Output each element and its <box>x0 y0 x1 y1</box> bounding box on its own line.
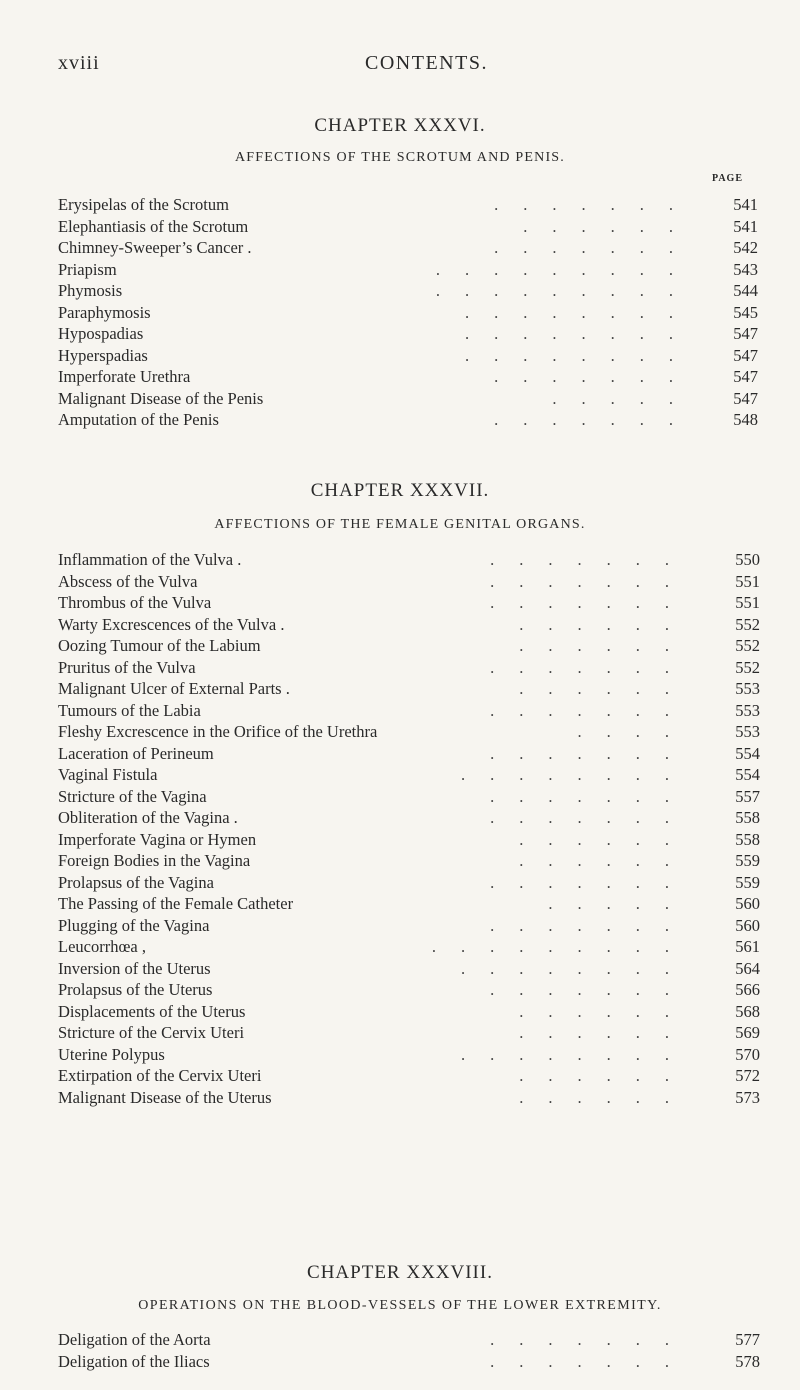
contents-entry <box>58 635 758 657</box>
entry-title: Paraphymosis <box>58 302 151 322</box>
chapter-title: CHAPTER XXXVII. <box>310 480 490 501</box>
dot-leader: ....... <box>490 872 694 892</box>
contents-entry <box>58 1329 758 1351</box>
running-head <box>58 52 758 82</box>
entry-page: 544 <box>733 281 758 300</box>
entry-title: Deligation of the Aorta <box>58 1330 211 1349</box>
entry-title: Leucorrhœa , <box>58 937 146 956</box>
entry-page: 541 <box>733 216 758 236</box>
chapter-subtitle: OPERATIONS ON THE BLOOD-VESSELS OF THE LOWER EXTREMITY. <box>138 1298 662 1313</box>
entry-page: 577 <box>735 1330 760 1349</box>
dot-leader: ...... <box>519 1001 694 1021</box>
entry-title: Fleshy Excrescence in the Orifice of the Urethra <box>58 722 378 741</box>
entry-title: Inversion of the Uterus <box>58 958 211 978</box>
contents-entry <box>58 936 758 958</box>
dot-leader: ...... <box>523 216 698 236</box>
entry-title: Stricture of the Cervix Uteri <box>58 1023 245 1042</box>
contents-list <box>58 194 758 431</box>
entry-title: Malignant Ulcer of External Parts . <box>58 679 290 698</box>
contents-entry <box>58 1044 758 1066</box>
entry-title: Malignant Disease of the Uterus <box>58 1087 272 1107</box>
entry-page: 542 <box>733 238 758 257</box>
dot-leader: ....... <box>494 238 698 257</box>
chapter-title: CHAPTER XXXVI. <box>314 115 486 136</box>
entry-page: 545 <box>733 302 758 322</box>
entry-page: 572 <box>735 1066 760 1085</box>
dot-leader: ........ <box>461 1044 694 1064</box>
dot-leader: ........ <box>465 345 698 365</box>
entry-title: Laceration of Perineum <box>58 743 214 763</box>
entry-page: 560 <box>735 915 760 935</box>
entry-title: Pruritus of the Vulva <box>58 657 196 677</box>
entry-title: Plugging of the Vagina <box>58 915 210 935</box>
chapter-subtitle: AFFECTIONS OF THE FEMALE GENITAL ORGANS. <box>214 517 586 532</box>
entry-page: 547 <box>733 367 758 386</box>
contents-list <box>58 1329 758 1372</box>
entry-page: 548 <box>733 410 758 429</box>
dot-leader: ....... <box>490 593 694 612</box>
contents-entry <box>58 194 758 216</box>
dot-leader: ..... <box>548 894 694 913</box>
entry-title: Phymosis <box>58 281 123 300</box>
contents-entry <box>58 571 758 593</box>
dot-leader: ....... <box>490 571 694 591</box>
entry-page: 543 <box>733 259 758 279</box>
dot-leader: ...... <box>519 1023 694 1042</box>
entry-page: 561 <box>735 937 760 956</box>
dot-leader: ....... <box>490 786 694 806</box>
entry-page: 551 <box>735 571 760 591</box>
chapter-subtitle: AFFECTIONS OF THE SCROTUM AND PENIS. <box>235 150 565 165</box>
entry-page: 550 <box>735 550 760 569</box>
entry-page: 558 <box>735 808 760 827</box>
contents-entry <box>58 388 758 410</box>
entry-title: Displacements of the Uterus <box>58 1001 246 1021</box>
entry-title: Oozing Tumour of the Labium <box>58 636 261 655</box>
contents-entry <box>58 1022 758 1044</box>
contents-entry <box>58 829 758 851</box>
chapter-title: CHAPTER XXXVIII. <box>307 1262 493 1283</box>
contents-entry <box>58 979 758 1001</box>
dot-leader: ....... <box>490 808 694 827</box>
entry-title: Extirpation of the Cervix Uteri <box>58 1066 262 1085</box>
contents-entry <box>58 302 758 324</box>
entry-page: 558 <box>735 829 760 849</box>
dot-leader: ....... <box>490 743 694 763</box>
contents-entry <box>58 1351 758 1373</box>
dot-leader: ....... <box>490 700 694 720</box>
entry-page: 569 <box>735 1023 760 1042</box>
dot-leader: ..... <box>552 388 698 408</box>
dot-leader: ....... <box>490 980 694 999</box>
entry-title: Warty Excrescences of the Vulva . <box>58 614 285 634</box>
contents-entry <box>58 614 758 636</box>
entry-title: The Passing of the Female Catheter <box>58 894 294 913</box>
dot-leader: ......... <box>431 937 694 956</box>
contents-entry <box>58 409 758 431</box>
entry-page: 559 <box>735 851 760 870</box>
entry-title: Tumours of the Labia <box>58 700 201 720</box>
dot-leader: .... <box>577 722 694 741</box>
entry-title: Elephantiasis of the Scrotum <box>58 216 249 236</box>
dot-leader: ....... <box>490 550 694 569</box>
dot-leader: ......... <box>435 281 698 300</box>
dot-leader: ....... <box>490 1351 694 1371</box>
dot-leader: ...... <box>519 614 694 634</box>
contents-entry <box>58 764 758 786</box>
entry-page: 557 <box>735 786 760 806</box>
dot-leader: ........ <box>465 324 698 343</box>
contents-entry <box>58 323 758 345</box>
contents-entry <box>58 592 758 614</box>
entry-title: Stricture of the Vagina <box>58 786 207 806</box>
entry-title: Prolapsus of the Vagina <box>58 872 214 892</box>
entry-page: 554 <box>735 743 760 763</box>
entry-title: Priapism <box>58 259 117 279</box>
entry-title: Vaginal Fistula <box>58 765 158 784</box>
dot-leader: ...... <box>519 1087 694 1107</box>
contents-entry <box>58 237 758 259</box>
dot-leader: ...... <box>519 1066 694 1085</box>
contents-entry <box>58 1065 758 1087</box>
page-column-heading: PAGE <box>711 173 743 184</box>
entry-page: 570 <box>735 1044 760 1064</box>
entry-page: 553 <box>735 700 760 720</box>
contents-entry <box>58 872 758 894</box>
dot-leader: ........ <box>465 302 698 322</box>
contents-entry <box>58 958 758 980</box>
entry-title: Thrombus of the Vulva <box>58 593 212 612</box>
dot-leader: ......... <box>435 259 698 279</box>
contents-entry <box>58 1087 758 1109</box>
entry-page: 564 <box>735 958 760 978</box>
entry-title: Prolapsus of the Uterus <box>58 980 213 999</box>
contents-entry <box>58 657 758 679</box>
entry-title: Hypospadias <box>58 324 144 343</box>
contents-entry <box>58 850 758 872</box>
entry-title: Uterine Polypus <box>58 1044 165 1064</box>
entry-title: Erysipelas of the Scrotum <box>58 195 229 214</box>
entry-page: 560 <box>735 894 760 913</box>
dot-leader: ....... <box>490 915 694 935</box>
entry-page: 578 <box>735 1351 760 1371</box>
dot-leader: ...... <box>519 636 694 655</box>
entry-title: Chimney-Sweeper’s Cancer . <box>58 238 252 257</box>
entry-page: 551 <box>735 593 760 612</box>
dot-leader: ........ <box>461 958 694 978</box>
entry-page: 552 <box>735 614 760 634</box>
running-title: CONTENTS. <box>365 52 488 74</box>
entry-page: 547 <box>733 324 758 343</box>
dot-leader: ...... <box>519 851 694 870</box>
entry-title: Malignant Disease of the Penis <box>58 388 264 408</box>
dot-leader: ....... <box>494 195 698 214</box>
entry-title: Abscess of the Vulva <box>58 571 198 591</box>
entry-page: 554 <box>735 765 760 784</box>
entry-page: 547 <box>733 388 758 408</box>
dot-leader: ...... <box>519 679 694 698</box>
contents-entry <box>58 700 758 722</box>
entry-title: Hyperspadias <box>58 345 148 365</box>
entry-page: 568 <box>735 1001 760 1021</box>
contents-entry <box>58 721 758 743</box>
entry-title: Imperforate Urethra <box>58 367 191 386</box>
entry-page: 552 <box>735 636 760 655</box>
contents-entry <box>58 216 758 238</box>
contents-entry <box>58 678 758 700</box>
contents-entry <box>58 1001 758 1023</box>
dot-leader: ...... <box>519 829 694 849</box>
entry-title: Obliteration of the Vagina . <box>58 808 238 827</box>
page-number: xviii <box>58 52 100 74</box>
entry-page: 553 <box>735 722 760 741</box>
entry-title: Inflammation of the Vulva . <box>58 550 242 569</box>
contents-entry <box>58 259 758 281</box>
entry-page: 573 <box>735 1087 760 1107</box>
dot-leader: ....... <box>494 367 698 386</box>
entry-title: Imperforate Vagina or Hymen <box>58 829 257 849</box>
dot-leader: ....... <box>494 410 698 429</box>
contents-entry <box>58 549 758 571</box>
entry-page: 553 <box>735 679 760 698</box>
entry-page: 559 <box>735 872 760 892</box>
contents-entry <box>58 366 758 388</box>
dot-leader: ....... <box>490 1330 694 1349</box>
contents-entry <box>58 915 758 937</box>
contents-entry <box>58 893 758 915</box>
dot-leader: ....... <box>490 657 694 677</box>
dot-leader: ........ <box>461 765 694 784</box>
entry-page: 566 <box>735 980 760 999</box>
entry-page: 541 <box>733 195 758 214</box>
contents-entry <box>58 280 758 302</box>
entry-title: Deligation of the Iliacs <box>58 1351 210 1371</box>
contents-list <box>58 549 758 1108</box>
entry-title: Amputation of the Penis <box>58 410 219 429</box>
contents-entry <box>58 743 758 765</box>
contents-entry <box>58 345 758 367</box>
contents-entry <box>58 786 758 808</box>
contents-entry <box>58 807 758 829</box>
entry-page: 552 <box>735 657 760 677</box>
entry-page: 547 <box>733 345 758 365</box>
entry-title: Foreign Bodies in the Vagina <box>58 851 251 870</box>
